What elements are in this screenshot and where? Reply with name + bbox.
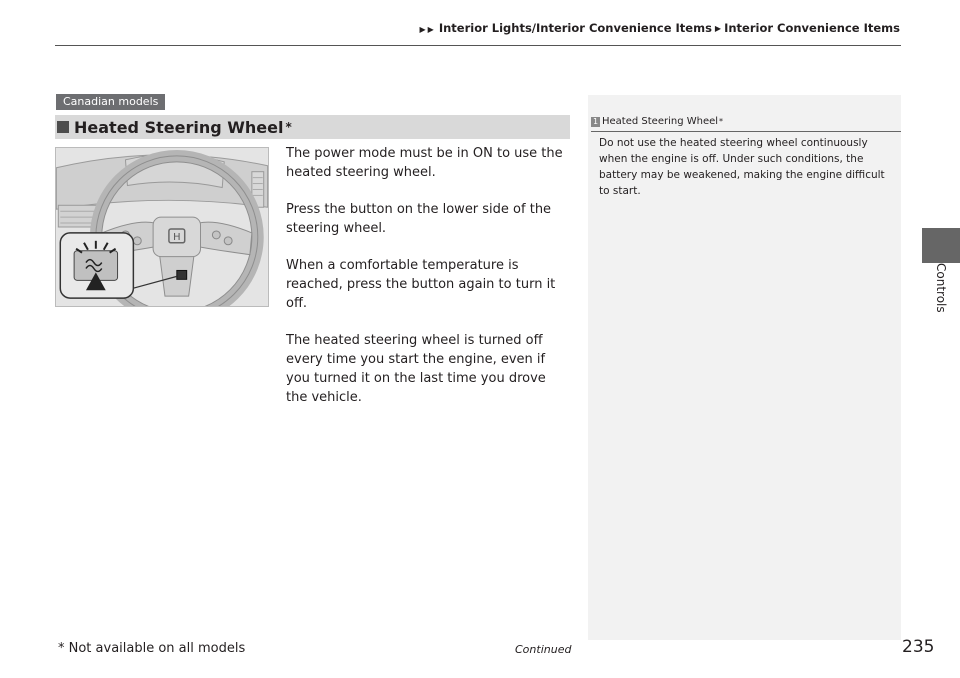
- body-paragraph: Press the button on the lower side of the steering wheel.: [286, 202, 552, 236]
- breadcrumb: [419, 18, 901, 38]
- section-title: Heated Steering Wheel: [74, 117, 284, 137]
- side-note-asterisk: *: [719, 117, 724, 126]
- section-heading: [55, 115, 570, 139]
- section-square-icon: [57, 121, 69, 133]
- page-number: 235: [902, 637, 935, 657]
- continued-label: Continued: [515, 643, 572, 656]
- body-paragraph: The power mode must be in ON to use the heated steering wheel.: [286, 146, 563, 180]
- body-paragraph: The heated steering wheel is turned off every time you start the engine, even if you turned it on the last time you drove the vehicle.: [286, 333, 546, 405]
- model-tag: Canadian models: [56, 94, 165, 110]
- note-number-icon: 1: [592, 116, 599, 126]
- steering-wheel-illustration: [55, 147, 269, 307]
- header-rule: [55, 45, 901, 46]
- footnote: * Not available on all models: [58, 641, 246, 656]
- breadcrumb-item-interior-lights[interactable]: Interior Lights/Interior Convenience Items: [438, 21, 712, 35]
- side-note-title: Heated Steering Wheel: [602, 116, 719, 127]
- main-text: [286, 144, 571, 425]
- steering-wheel-drawing: [56, 148, 268, 306]
- breadcrumb-item-interior-convenience[interactable]: Interior Convenience Items: [724, 21, 900, 35]
- body-paragraph: When a comfortable temperature is reached, press the button again to turn it off.: [286, 258, 556, 311]
- side-note-text: Do not use the heated steering wheel continuously when the engine is off. Under such conditions, the battery may be weakened, making the engine difficult to start.: [599, 137, 885, 197]
- chapter-tab-label[interactable]: Controls: [934, 263, 948, 313]
- breadcrumb-arrow-icon: ▶ ▶: [419, 25, 434, 34]
- section-title-asterisk: *: [285, 120, 292, 134]
- breadcrumb-separator-icon: ▶: [714, 23, 722, 33]
- svg-text:H: H: [173, 231, 181, 243]
- side-note-heading: [591, 116, 901, 132]
